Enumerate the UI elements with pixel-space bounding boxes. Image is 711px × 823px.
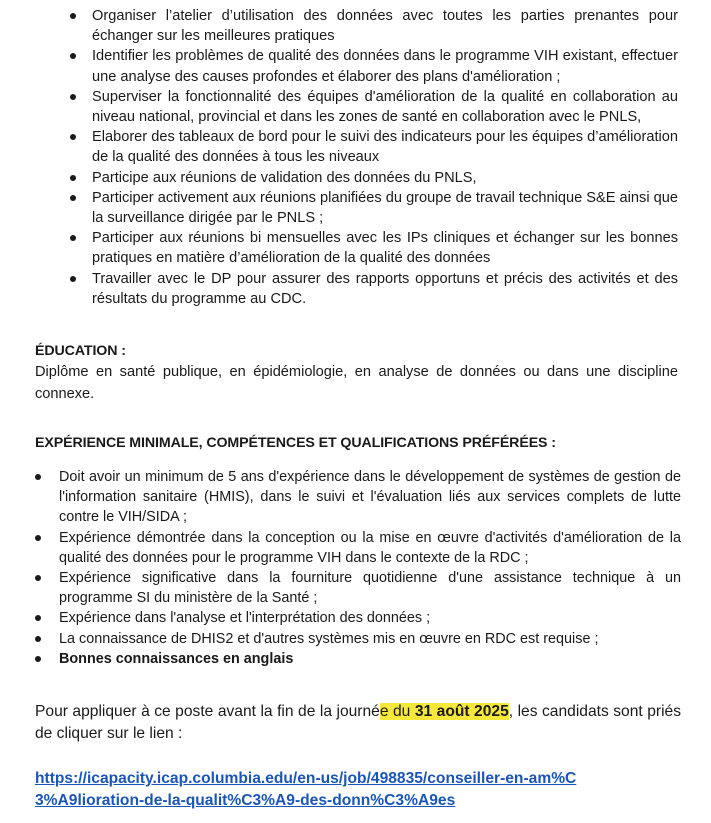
education-heading: ÉDUCATION : [35,343,126,359]
list-item: Elaborer des tableaux de bord pour le suivi des indicateurs pour les équipes d’amélioration de la qualité des données à tous les niveaux [92,127,678,167]
list-item: Participer aux réunions bi mensuelles avec les IPs cliniques et échanger sur les bonnes pratiques en matière d’amélioration de la qualité des données [92,228,678,268]
list-item: Doit avoir un minimum de 5 ans d'expérience dans le développement de systèmes de gestion de l'information sanitaire (HMIS), dans le suivi et l'évaluation liés aux services complets de lutte contre le VIH/SIDA ; [59,467,681,528]
list-item: Expérience significative dans la fourniture quotidienne d'une assistance technique à un programme SI du ministère de la Santé ; [59,568,681,608]
experience-heading: EXPÉRIENCE MINIMALE, COMPÉTENCES ET QUALIFICATIONS PRÉFÉRÉES : [35,435,556,451]
list-item: Expérience dans l'analyse et l'interprétation des données ; [59,608,681,628]
list-item: Participer activement aux réunions planifiées du groupe de travail technique S&E ainsi que la surveillance dirigée par le PNLS ; [92,188,678,228]
responsibilities-list [92,6,678,309]
list-item: Participe aux réunions de validation des données du PNLS, [92,168,678,188]
apply-text-start: Pour appliquer à ce poste avant la fin de la journé [35,703,380,720]
list-item: Bonnes connaissances en anglais [59,649,681,669]
job-link[interactable]: https://icapacity.icap.columbia.edu/en-us/job/498835/conseiller-en-am%C3%A9lioration-de-la-qualit%C3%A9-des-donn%C3%A9es [35,770,577,809]
list-item: Travailler avec le DP pour assurer des rapports opportuns et précis des activités et des résultats du programme au CDC. [92,269,678,309]
list-item: Organiser l’atelier d’utilisation des données avec toutes les parties prenantes pour échanger sur les meilleures pratiques [92,6,678,46]
apply-paragraph [35,701,681,745]
apply-text-end: , les candidats sont priés de cliquer sur le lien : [35,703,682,742]
list-item: La connaissance de DHIS2 et d'autres systèmes mis en œuvre en RDC est requise ; [59,629,681,649]
education-text: Diplôme en santé publique, en épidémiologie, en analyse de données ou dans une discipline connexe. [35,364,678,402]
list-item: Superviser la fonctionnalité des équipes d'amélioration de la qualité en collaboration au niveau national, provincial et dans les zones de santé en collaboration avec le PNLS, [92,87,678,127]
list-item: Identifier les problèmes de qualité des données dans le programme VIH existant, effectuer une analyse des causes profondes et élaborer des plans d'amélioration ; [92,46,678,86]
list-item: Expérience démontrée dans la conception ou la mise en œuvre d'activités d'amélioration de la qualité des données pour le programme VIH dans le contexte de la RDC ; [59,528,681,568]
apply-highlight-text: e du [379,703,415,720]
deadline-date: 31 août 2025 [414,703,509,720]
experience-list [59,467,681,669]
